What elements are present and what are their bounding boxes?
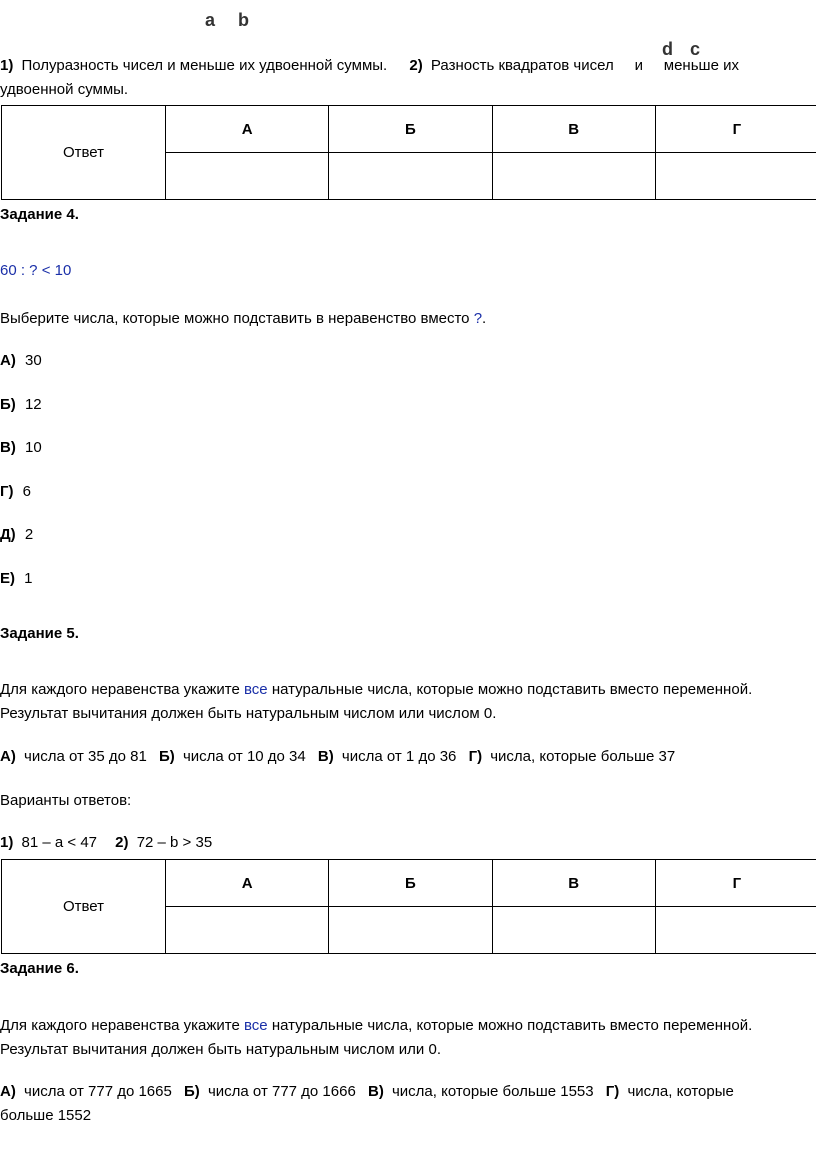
answer-header: Г	[655, 106, 816, 153]
item-text: Полуразность чисел и меньше их удвоенной суммы.	[21, 57, 388, 74]
choice-text: числа от 35 до 81	[24, 748, 147, 765]
item-number: 1)	[0, 57, 14, 74]
task5-variants-label: Варианты ответов:	[0, 792, 132, 809]
option-item[interactable]	[0, 439, 42, 456]
instruction-highlight: все	[244, 1017, 268, 1034]
variable-a-label: a	[205, 10, 216, 30]
task5-items-line	[0, 834, 212, 851]
task3-item2-continuation: удвоенной суммы.	[0, 81, 129, 98]
choice-text: числа, которые больше 1553	[391, 1083, 594, 1100]
answer-label: Ответ	[2, 106, 166, 200]
option-value: 2	[24, 526, 34, 543]
task4-question	[0, 310, 486, 327]
answer-header: Б	[329, 860, 492, 907]
answer-header: В	[492, 106, 655, 153]
option-item[interactable]	[0, 396, 42, 413]
instruction-text: натуральные числа, которые можно подставить вместо переменной.	[267, 1017, 753, 1034]
choice-text: числа от 777 до 1665	[24, 1083, 172, 1100]
item-number: 2)	[115, 834, 129, 851]
choice-text: числа от 1 до 36	[341, 748, 457, 765]
question-end: .	[482, 310, 487, 327]
option-letter: Д)	[0, 526, 16, 543]
question-text: Выберите числа, которые можно подставить в неравенство вместо	[0, 310, 474, 327]
option-letter: В)	[0, 439, 16, 456]
choice-letter: Г)	[468, 748, 483, 765]
task6-title: Задание 6.	[0, 960, 79, 977]
answer-cell[interactable]	[329, 153, 492, 200]
option-value: 1	[24, 570, 33, 587]
answer-table-task5	[1, 859, 816, 954]
choice-letter: А)	[0, 1083, 16, 1100]
choice-text: числа, которые	[627, 1083, 734, 1100]
option-letter: Е)	[0, 570, 15, 587]
item-number: 2)	[409, 57, 423, 74]
task5-instruction-line2: Результат вычитания должен быть натуральным числом или числом 0.	[0, 705, 497, 722]
option-item[interactable]	[0, 352, 42, 369]
task6-choices-line	[0, 1083, 734, 1100]
item-text: 72 – b > 35	[136, 834, 213, 851]
choice-letter: Б)	[184, 1083, 200, 1100]
answer-header: А	[166, 106, 329, 153]
choice-letter: А)	[0, 748, 16, 765]
variable-c-label: c	[690, 39, 701, 59]
instruction-text: Для каждого неравенства укажите	[0, 1017, 244, 1034]
task4-title: Задание 4.	[0, 206, 79, 223]
task5-instruction-line1	[0, 681, 752, 698]
option-letter: Б)	[0, 396, 16, 413]
answer-cell[interactable]	[166, 153, 329, 200]
task4-expression: 60 : ? < 10	[0, 262, 72, 279]
choice-text: числа от 10 до 34	[182, 748, 306, 765]
item-text: Разность квадратов чисел и меньше их	[430, 57, 739, 74]
choice-text: числа от 777 до 1666	[207, 1083, 356, 1100]
task6-instruction-line1	[0, 1017, 752, 1034]
choice-letter: Г)	[605, 1083, 620, 1100]
instruction-highlight: все	[244, 681, 268, 698]
answer-label: Ответ	[2, 860, 166, 954]
choice-text: числа, которые больше 37	[490, 748, 676, 765]
option-item[interactable]	[0, 570, 33, 587]
task6-choices-continuation: больше 1552	[0, 1107, 92, 1124]
option-value: 10	[25, 439, 42, 456]
answer-table-task3	[1, 105, 816, 200]
option-item[interactable]	[0, 483, 31, 500]
answer-cell[interactable]	[492, 153, 655, 200]
task5-choices-line	[0, 748, 675, 765]
variable-b-label: b	[238, 10, 249, 30]
question-mark: ?	[473, 310, 483, 327]
task5-title: Задание 5.	[0, 625, 79, 642]
answer-header: А	[166, 860, 329, 907]
instruction-text: Для каждого неравенства укажите	[0, 681, 244, 698]
option-item[interactable]	[0, 526, 33, 543]
choice-letter: Б)	[158, 748, 175, 765]
instruction-text: натуральные числа, которые можно подставить вместо переменной.	[267, 681, 753, 698]
option-value: 12	[24, 396, 42, 413]
option-value: 30	[25, 352, 42, 369]
answer-cell[interactable]	[166, 907, 329, 954]
answer-cell[interactable]	[655, 153, 816, 200]
choice-letter: В)	[317, 748, 334, 765]
answer-header: В	[492, 860, 655, 907]
task3-items-line	[0, 57, 739, 74]
option-value: 6	[22, 483, 32, 500]
task6-instruction-line2: Результат вычитания должен быть натуральным числом или 0.	[0, 1041, 441, 1058]
answer-cell[interactable]	[492, 907, 655, 954]
option-letter: А)	[0, 352, 16, 369]
option-letter: Г)	[0, 483, 14, 500]
variable-d-label: d	[662, 39, 673, 59]
answer-header: Б	[329, 106, 492, 153]
item-text: 81 – a < 47	[21, 834, 97, 851]
item-number: 1)	[0, 834, 14, 851]
answer-cell[interactable]	[329, 907, 492, 954]
answer-header: Г	[655, 860, 816, 907]
answer-cell[interactable]	[655, 907, 816, 954]
choice-letter: В)	[367, 1083, 384, 1100]
